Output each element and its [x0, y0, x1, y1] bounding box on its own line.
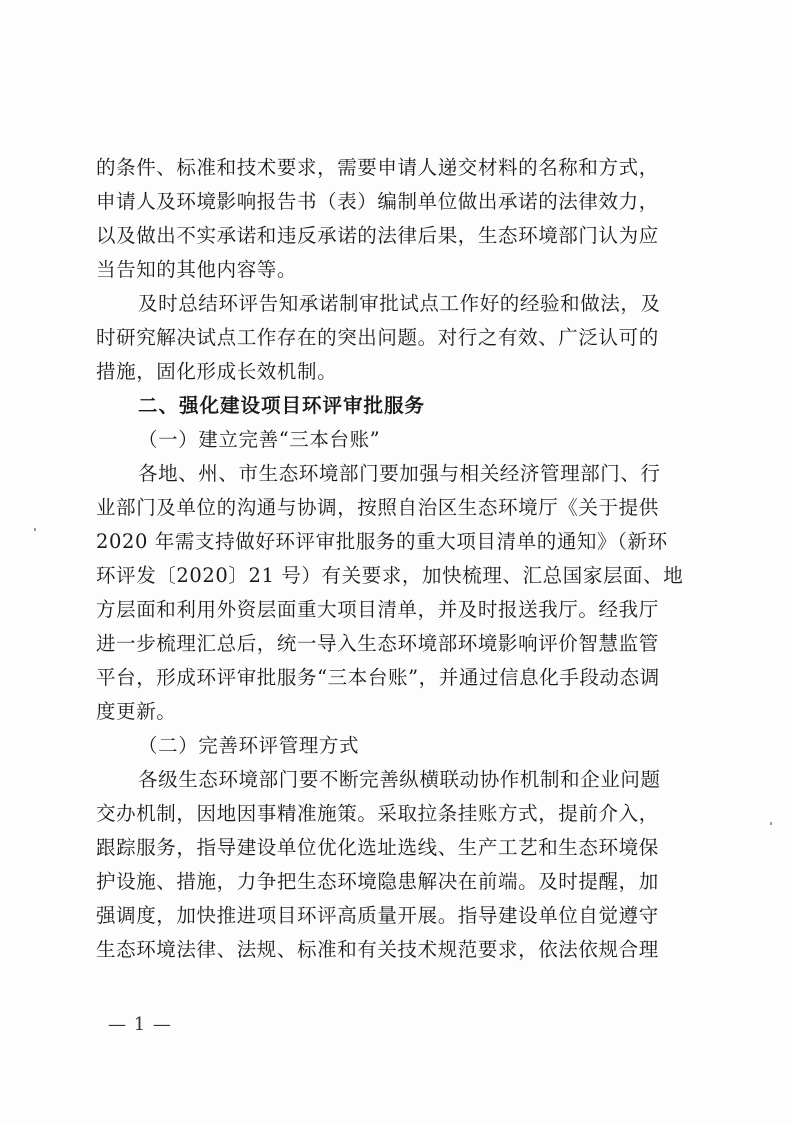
body-text-line: 生态环境法律、法规、标准和有关技术规范要求，依法依规合理 [96, 938, 659, 961]
body-text-line: 交办机制，因地因事精准施策。采取拉条挂账方式，提前介入， [96, 802, 659, 825]
body-text-line: 方层面和利用外资层面重大项目清单，并及时报送我厅。经我厅 [96, 598, 659, 621]
page-number: — 1 — [108, 1014, 172, 1035]
body-text-line: 时研究解决试点工作存在的突出问题。对行之有效、广泛认可的 [96, 326, 659, 349]
body-text-line: 进一步梳理汇总后，统一导入生态环境部环境影响评价智慧监管 [96, 632, 659, 655]
body-text-line: 以及做出不实承诺和违反承诺的法律后果，生态环境部门认为应 [96, 224, 659, 247]
paragraph-first-line: 各级生态环境部门要不断完善纵横联动协作机制和企业问题 [138, 768, 661, 791]
scan-speck [34, 528, 36, 531]
body-text-line: 强调度，加快推进项目环评高质量开展。指导建设单位自觉遵守 [96, 904, 659, 927]
body-text-line: 的条件、标准和技术要求，需要申请人递交材料的名称和方式， [96, 156, 659, 179]
scan-speck [770, 822, 772, 825]
body-text-line: 申请人及环境影响报告书（表）编制单位做出承诺的法律效力， [96, 190, 659, 213]
body-text-line: 措施，固化形成长效机制。 [96, 360, 338, 383]
body-text-line: 平台，形成环评审批服务“三本台账”，并通过信息化手段动态调 [96, 666, 660, 689]
body-text-line: 当告知的其他内容等。 [96, 258, 298, 281]
body-text-line: 业部门及单位的沟通与协调，按照自治区生态环境厅《关于提供 [96, 496, 659, 519]
paragraph-first-line: 及时总结环评告知承诺制审批试点工作好的经验和做法，及 [138, 292, 661, 315]
subsection-heading: （二）完善环评管理方式 [138, 734, 360, 757]
body-text-line: 2020 年需支持做好环评审批服务的重大项目清单的通知》（新环 [96, 530, 668, 553]
body-text-line: 环评发〔2020〕21 号）有关要求，加快梳理、汇总国家层面、地 [96, 564, 684, 587]
subsection-heading: （一）建立完善“三本台账” [138, 428, 381, 451]
body-text-line: 度更新。 [96, 700, 177, 723]
body-text-line: 跟踪服务，指导建设单位优化选址选线、生产工艺和生态环境保 [96, 836, 659, 859]
paragraph-first-line: 各地、州、市生态环境部门要加强与相关经济管理部门、行 [138, 462, 661, 485]
section-heading: 二、强化建设项目环评审批服务 [138, 394, 426, 417]
body-text-line: 护设施、措施，力争把生态环境隐患解决在前端。及时提醒，加 [96, 870, 659, 893]
